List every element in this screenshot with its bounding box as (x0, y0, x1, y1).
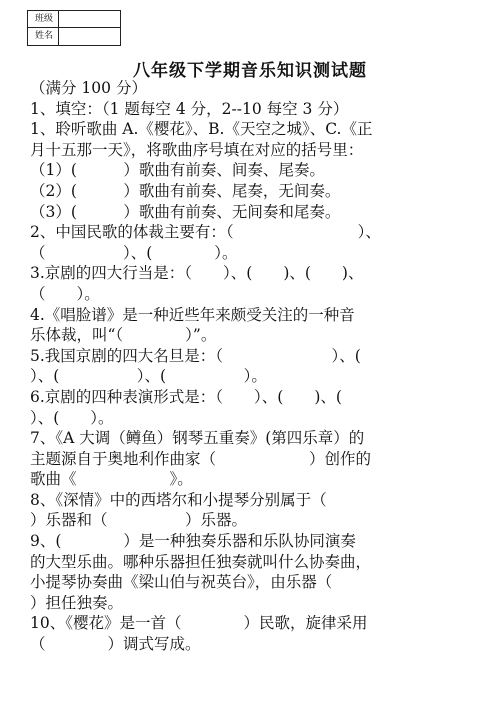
question-text: （1）( ）歌曲有前奏、间奏、尾奏。 (30, 161, 325, 180)
question-text: 7、《A 大调（鳟鱼）钢琴五重奏》(第四乐章）的 (30, 429, 365, 448)
question-text: ）、( ）。 (30, 408, 114, 427)
question-text: 歌曲《 》。 (30, 470, 193, 489)
student-info-box (27, 10, 121, 46)
section-heading: 1、填空：（1 题每空 4 分，2--10 每空 3 分） (30, 99, 349, 118)
score-note: （满分 100 分） (30, 79, 147, 97)
question-body (30, 78, 485, 655)
question-text: ）、( ）、( ）。 (30, 367, 267, 386)
question-text: （3）( ）歌曲有前奏、无间奏和尾奏。 (30, 202, 341, 221)
name-label: 姓名 (35, 31, 54, 41)
question-text: 1、聆听歌曲 A.《樱花》、B.《天空之城》、C.《正 (30, 120, 373, 139)
info-box-divider (58, 11, 59, 45)
question-text: 6.京剧的四种表演形式是：（ ）、( )、( (30, 387, 342, 406)
question-text: 主题源自于奥地利作曲家（ ）创作的 (30, 449, 372, 468)
question-text: 5.我国京剧的四大名旦是：（ ）、( (30, 346, 361, 365)
name-field[interactable] (28, 28, 120, 45)
question-text: 4.《唱脸谱》是一种近些年来颇受关注的一种音 (30, 305, 355, 324)
question-text: ）乐器和（ ）乐器。 (30, 511, 248, 530)
question-text: 3.京剧的四大行当是：（ ）、( )、( )、 (30, 264, 364, 283)
question-text: 9、( ）是一种独奏乐器和乐队协同演奏 (30, 532, 356, 551)
question-text: （ ）。 (30, 284, 100, 303)
question-text: 10、《樱花》是一首（ ）民歌，旋律采用 (30, 614, 368, 633)
question-text: ）担任独奏。 (30, 593, 124, 612)
question-text: 8、《深情》中的西塔尔和小提琴分别属于（ (30, 490, 327, 509)
question-text: （ ）、( ）。 (30, 243, 238, 262)
question-text: （2）( ）歌曲有前奏、尾奏，无间奏。 (30, 181, 341, 200)
class-label: 班级 (35, 14, 54, 24)
class-field[interactable] (28, 11, 120, 28)
question-text: 小提琴协奏曲《梁山伯与祝英台》，由乐器（ (30, 573, 333, 592)
question-text: 月十五那一天》，将歌曲序号填在对应的括号里： (30, 140, 364, 159)
question-text: 乐体裁，叫“（ ）”。 (30, 326, 217, 345)
question-text: 2、中国民歌的体裁主要有：（ ）、 (30, 223, 381, 242)
page-title: 八年级下学期音乐知识测试题 (133, 61, 367, 81)
question-text: 的大型乐曲。哪种乐器担任独奏就叫什么协奏曲， (30, 552, 372, 571)
question-text: （ ）调式写成。 (30, 635, 201, 654)
